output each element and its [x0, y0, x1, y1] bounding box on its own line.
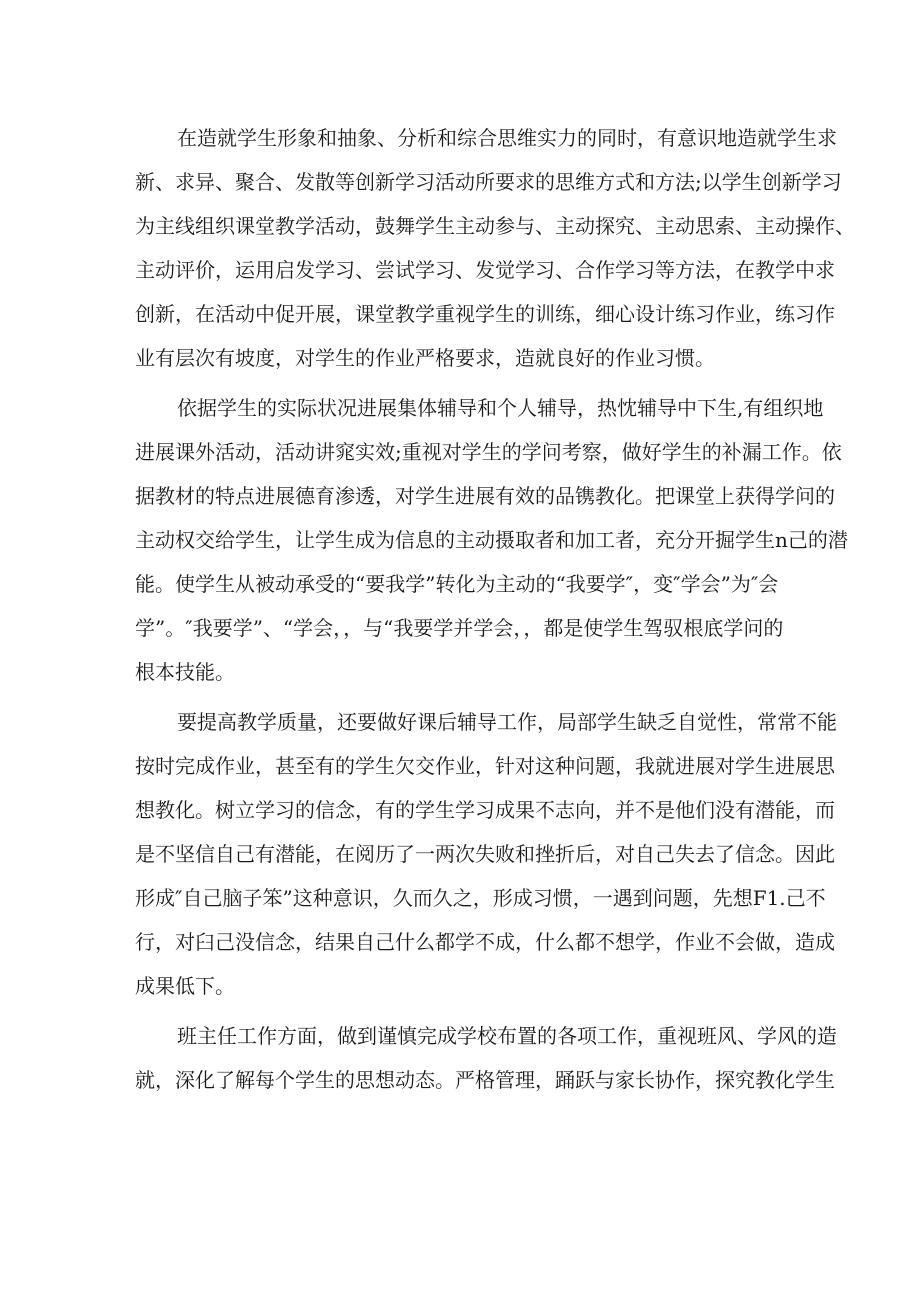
text-line: 主动权交给学生，让学生成为信息的主动摄取者和加工者，充分开掘学生n己的潜: [135, 528, 848, 552]
text-line: 根本技能。: [135, 660, 235, 684]
text-line: 据教材的特点进展德育渗透，对学生进展有效的品镌教化。把课堂上获得学问的: [135, 484, 835, 508]
text-line: 班主任工作方面，做到谨慎完成学校布置的各项工作，重视班风、学风的造: [177, 1024, 837, 1048]
text-line: 为主线组织课堂教学活动，鼓舞学生主动参与、主动探究、主动思索、主动操作、: [135, 214, 855, 238]
text-line: 是不坚信自己有潜能，在阅历了一两次失败和挫折后，对自己失去了信念。因此: [135, 842, 835, 866]
text-line: 业有层次有坡度，对学生的作业严格要求，造就良好的作业习惯。: [135, 346, 715, 370]
text-line: 想教化。树立学习的信念，有的学生学习成果不志向，并不是他们没有潜能，而: [135, 798, 835, 822]
paragraph-3: [135, 700, 837, 1008]
text-line: 进展课外活动，活动讲窕实效;重视对学生的学问考察，做好学生的补漏工作。依: [135, 440, 842, 464]
text-line: 创新，在活动中促开展，课堂教学重视学生的训练，细心设计练习作业，练习作: [135, 302, 835, 326]
paragraph-4: [135, 1014, 837, 1102]
text-line: 行，对臼己没信念，结果自己什么都学不成，什么都不想学，作业不会做，造成: [135, 930, 835, 954]
text-line: 新、求异、聚合、发散等创新学习活动所要求的思维方式和方法;以学生创新学习: [135, 170, 842, 194]
text-line: 主动评价，运用启发学习、尝试学习、发觉学习、合作学习等方法，在教学中求: [135, 258, 835, 282]
text-line: 就，深化了解每个学生的思想动态。严格管理，踊跃与家长协作，探究教化学生: [135, 1068, 835, 1092]
paragraph-1: [135, 116, 855, 380]
text-line: 能。使学生从被动承受的“要我学”转化为主动的“我要学″，变″学会”为″会: [135, 572, 779, 596]
text-line: 成果低下。: [135, 974, 235, 998]
text-line: 形成″自己脑子笨”这种意识，久而久之，形成习惯，一遇到问题，先想F1.己不: [135, 886, 826, 910]
paragraph-2: [135, 386, 848, 694]
text-line: 依据学生的实际状况进展集体辅导和个人辅导，热忱辅导中下生,有组织地: [177, 396, 824, 420]
text-line: 要提高教学质量，还要做好课后辅导工作，局部学生缺乏自觉性，常常不能: [177, 710, 837, 734]
text-line: 按时完成作业，甚至有的学生欠交作业，针对这种问题，我就进展对学生进展思: [135, 754, 835, 778]
text-line: 学”。″我要学”、“学会，，与“我要学并学会，，都是使学生驾驭根底学问的: [135, 616, 784, 640]
document-body: [135, 116, 855, 1102]
text-line: 在造就学生形象和抽象、分析和综合思维实力的同时，有意识地造就学生求: [177, 126, 837, 150]
